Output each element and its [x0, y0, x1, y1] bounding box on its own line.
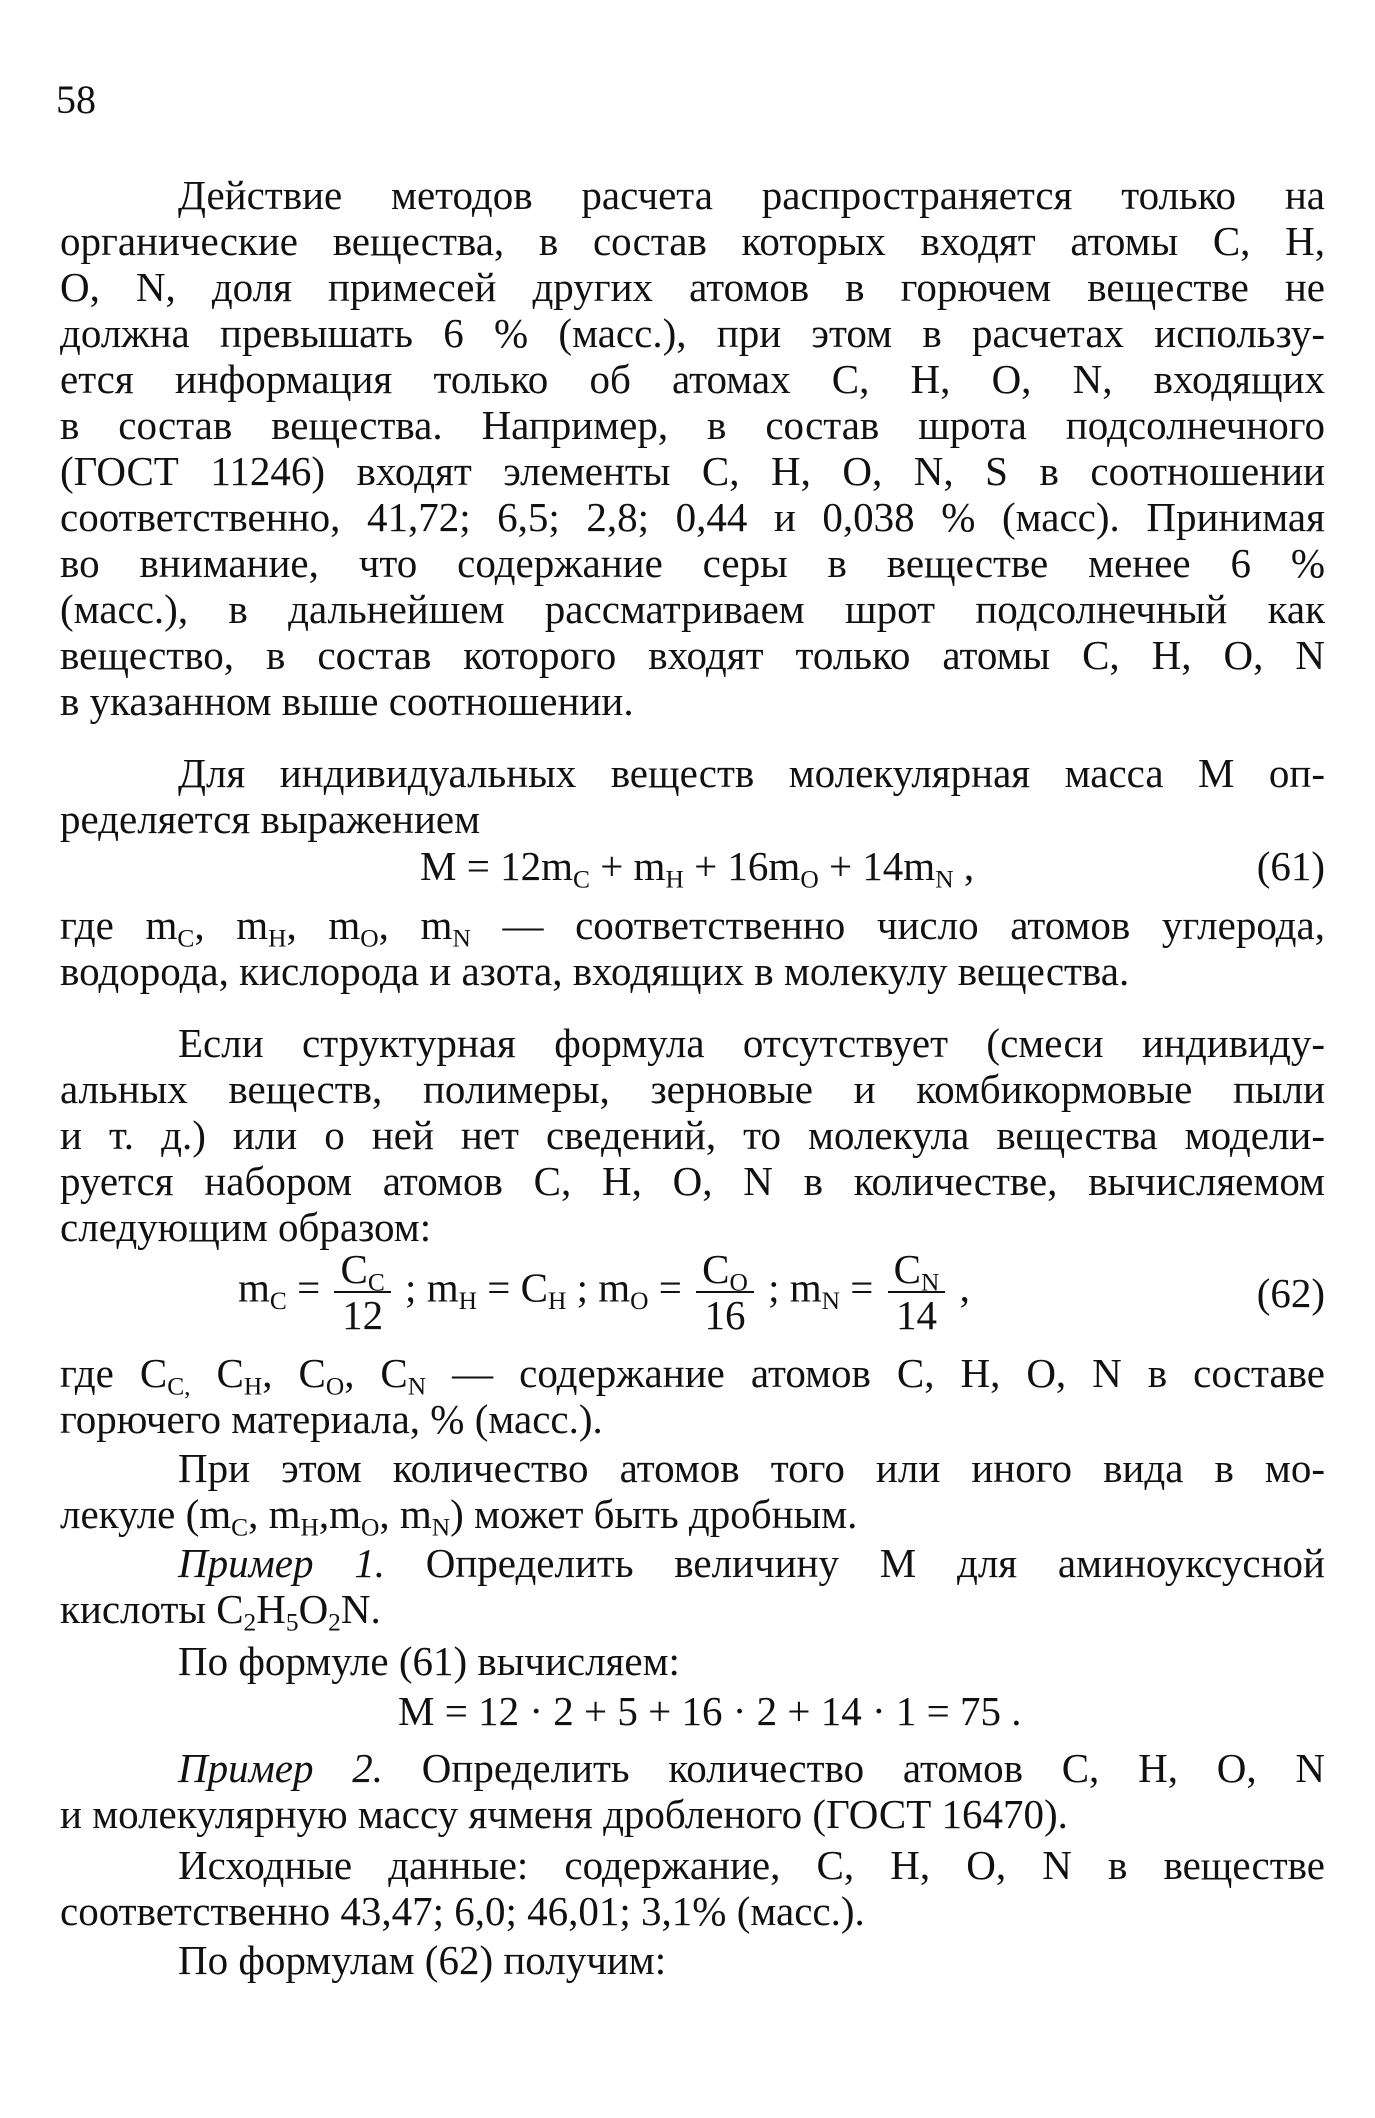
text-line: руется набором атомов С, Н, О, N в количестве, вычисляемом [60, 1158, 1325, 1204]
text-line: О, N, доля примесей других атомов в горючем веществе не [60, 264, 1325, 310]
text-line: соответственно, 41,72; 6,5; 2,8; 0,44 и 0,038 % (масс). Принимая [60, 494, 1325, 540]
text-line: вещество, в состав которого входят только атомы С, Н, О, N [60, 632, 1325, 678]
text-line: водорода, кислорода и азота, входящих в молекулу вещества. [60, 948, 1130, 994]
text-line: (ГОСТ 11246) входят элементы С, Н, О, N, S в соотношении [60, 448, 1325, 494]
fraction: $\frac{C_C}{12}$ [334, 1247, 390, 1337]
text-line: Пример 2. Определить количество атомов С, Н, О, N [178, 1745, 1325, 1791]
text-line: следующим образом: [60, 1204, 432, 1250]
formula-61: $M = 12m_C + m_H + 16m_O + 14m_N$ , [420, 843, 975, 894]
text-line: кислоты $C_2H_5O_2N$. [60, 1586, 381, 1637]
text-line: должна превышать 6 % (масс.), при этом в расчетах использу- [60, 310, 1325, 356]
text-line: По формуле (61) вычисляем: [178, 1638, 680, 1684]
fraction: $\frac{C_N}{14}$ [888, 1247, 946, 1337]
text-line: (масс.), в дальнейшем рассматриваем шрот подсолнечный как [60, 586, 1325, 632]
text-line: в указанном выше соотношении. [60, 678, 634, 724]
example-label: Пример 2. [178, 1745, 384, 1791]
text-line: альных веществ, полимеры, зерновые и комбикормовые пыли [60, 1066, 1325, 1112]
text-line: в состав вещества. Например, в состав шрота подсолнечного [60, 402, 1325, 448]
text-line: По формулам (62) получим: [178, 1937, 667, 1983]
page-number: 58 [56, 77, 96, 122]
calculation-formula: M = 12 · 2 + 5 + 16 · 2 + 14 · 1 = 75 . [398, 1688, 1022, 1734]
formula-62: $m_C$ = $\frac{C_C}{12}$ ; $m_H = C_H$ ; $m_O$ = $\frac{C_O}{16}$ ; $m_N$ = $\frac{C_N}{14}$ , [238, 1246, 970, 1338]
text-line: Для индивидуальных веществ молекулярная масса М оп- [178, 750, 1325, 796]
text-line: ределяется выражением [60, 796, 481, 842]
text-line: органические вещества, в состав которых входят атомы С, Н, [60, 218, 1325, 264]
equation-number: (62) [1256, 1270, 1325, 1316]
text-line: где $C_{C,}$ $C_H$, $C_O$, $C_N$ — содержание атомов С, Н, О, N в составе [60, 1350, 1325, 1401]
equation-number: (61) [1256, 843, 1325, 889]
text-line: Пример 1. Определить величину М для аминоуксусной [178, 1540, 1325, 1586]
text-line: где $m_C$, $m_H$, $m_O$, $m_N$ — соответственно число атомов углерода, [60, 902, 1325, 953]
text-line: и т. д.) или о ней нет сведений, то молекула вещества модели- [60, 1112, 1325, 1158]
text-line: горючего материала, % (масс.). [60, 1396, 603, 1442]
text-line: Исходные данные: содержание, С, Н, О, N в веществе [178, 1842, 1325, 1888]
text-line: При этом количество атомов того или иного вида в мо- [178, 1445, 1325, 1491]
text-line: Действие методов расчета распространяется только на [178, 172, 1325, 218]
text-line: лекуле ($m_C$, $m_H,m_O$, $m_N$) может быть дробным. [60, 1491, 858, 1542]
text-line: во внимание, что содержание серы в веществе менее 6 % [60, 540, 1325, 586]
example-label: Пример 1. [178, 1540, 385, 1586]
text-line: соответственно 43,47; 6,0; 46,01; 3,1% (масс.). [60, 1888, 865, 1934]
text-line: ется информация только об атомах С, Н, О, N, входящих [60, 356, 1325, 402]
text-line: и молекулярную массу ячменя дробленого (ГОСТ 16470). [60, 1791, 1068, 1837]
text-line: Если структурная формула отсутствует (смеси индивиду- [178, 1020, 1325, 1066]
fraction: $\frac{C_O}{16}$ [696, 1247, 754, 1337]
